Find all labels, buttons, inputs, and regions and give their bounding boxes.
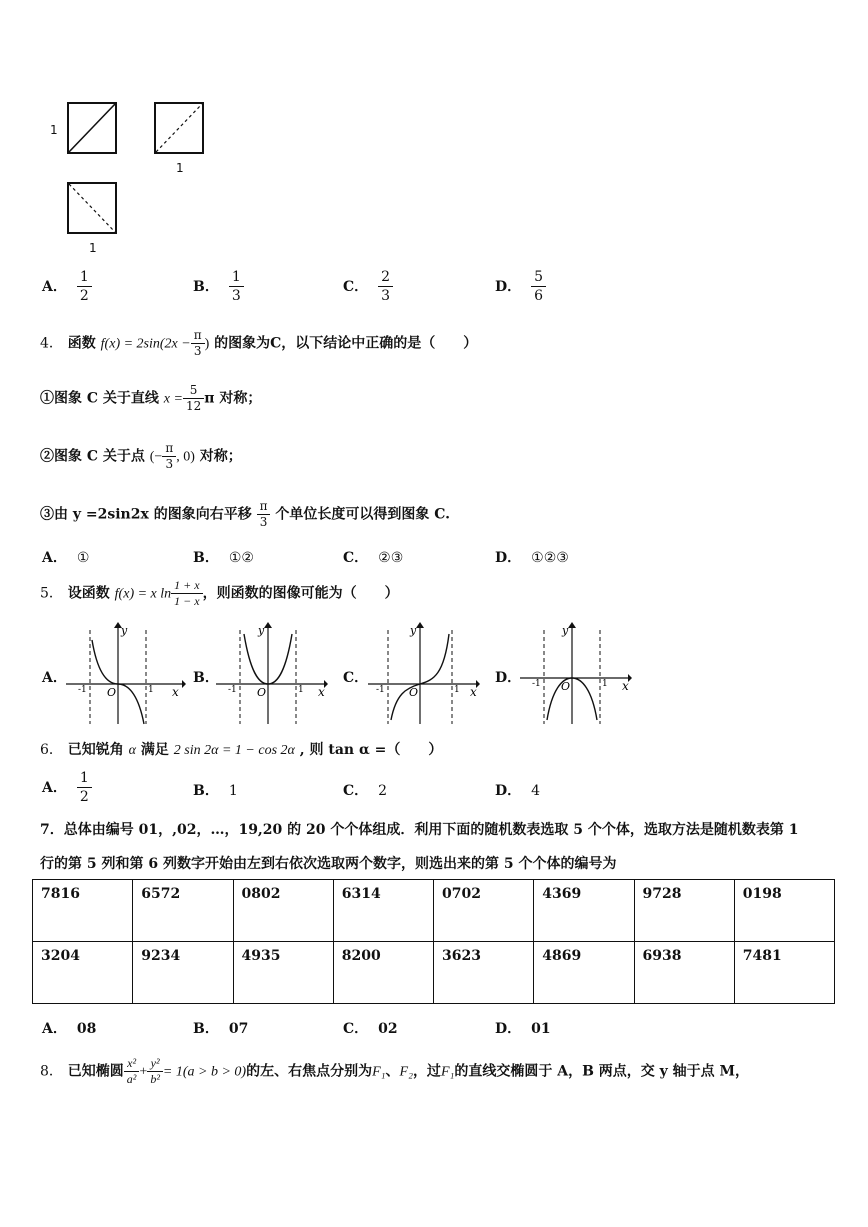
y-axis-label: y xyxy=(562,624,569,637)
q3-option-c[interactable]: C． $\frac{2}{3}$ xyxy=(343,268,393,305)
table-cell: 6572 xyxy=(133,880,233,942)
table-row xyxy=(33,942,835,1004)
square-solid-diagonal xyxy=(67,102,117,154)
q5-graph-c xyxy=(366,620,488,726)
table-cell: 9728 xyxy=(634,880,734,942)
tick-pos: 1 xyxy=(454,685,460,695)
q8-stem: 8． 已知椭圆 $\frac{\text{x²}}{\text{a²}}$ + $\frac{\text{y²}}{\text{b²}}$ = 1(a > b > 0)的左、右焦点分别为F₁、F₂，过F₁的直线交椭圆于 A，B 两点，交 y 轴于点 M， xyxy=(40,1056,750,1086)
q5-stem: 5． 设函数 f(x) = x ln $\frac{1 + x}{1 - x}$ ，则函数的图像可能为（ ） xyxy=(40,578,399,608)
q5-option-b[interactable]: B． xyxy=(193,670,219,686)
x-axis-label: x xyxy=(318,685,325,699)
x-axis-label: x xyxy=(172,685,179,699)
q3-option-a[interactable]: A． $\frac{1}{2}$ xyxy=(42,268,92,305)
q4-stem: 4． 函数 f(x) = 2sin(2x − $\frac{\pi}{3}$ ) 的图象为C，以下结论中正确的是（ ） xyxy=(40,328,478,358)
graph-c-svg xyxy=(366,620,488,726)
graph-a-svg xyxy=(64,620,186,726)
q7-option-c[interactable]: C． 02 xyxy=(343,1021,398,1037)
y-axis-label: y xyxy=(258,624,265,637)
q4-option-c[interactable]: C． ②③ xyxy=(343,550,404,566)
q7-stem-line-1: 7．总体由编号 01，,02，…，19,20 的 20 个个体组成．利用下面的随机数表选取 5 个个体，选取方法是随机数表第 1 xyxy=(40,822,799,838)
table-cell: 6938 xyxy=(634,942,734,1004)
table-cell: 0802 xyxy=(233,880,333,942)
q4-statement-3: ③由 y =2sin2x 的图象向右平移 $\frac{\pi}{3}$ 个单位长度可以得到图象 C. xyxy=(40,499,450,529)
q6-stem: 6． 已知锐角 α 满足 2 sin 2α = 1 − cos 2α , 则 tan α =（ ） xyxy=(40,742,443,758)
figure-label-bottom-2: 1 xyxy=(89,241,97,255)
table-cell: 7816 xyxy=(33,880,133,942)
random-number-table xyxy=(32,879,835,1004)
graph-b-svg xyxy=(214,620,336,726)
q7-option-d[interactable]: D． 01 xyxy=(495,1021,551,1037)
q5-option-d[interactable]: D． xyxy=(495,670,522,686)
q3-option-b[interactable]: B． $\frac{1}{3}$ xyxy=(193,268,244,305)
tick-pos: 1 xyxy=(298,685,304,695)
x-axis-label: x xyxy=(622,679,629,693)
figure-label-bottom-1: 1 xyxy=(176,161,184,175)
table-cell: 4869 xyxy=(534,942,634,1004)
tick-pos: 1 xyxy=(602,679,608,689)
y-axis-label: y xyxy=(410,624,417,637)
q4-option-d[interactable]: D． ①②③ xyxy=(495,550,569,566)
q6-option-a[interactable]: A． $\frac{1}{2}$ xyxy=(42,769,92,806)
table-cell: 8200 xyxy=(333,942,433,1004)
q4-statement-2: ②图象 C 关于点 (− $\frac{\pi}{3}$ , 0) 对称； xyxy=(40,441,242,471)
q6-option-b[interactable]: B． 1 xyxy=(193,783,238,799)
origin-label: O xyxy=(257,686,267,699)
table-cell: 4935 xyxy=(233,942,333,1004)
tick-neg: -1 xyxy=(228,685,237,695)
table-cell: 7481 xyxy=(734,942,834,1004)
tick-pos: 1 xyxy=(148,685,154,695)
q4-option-a[interactable]: A． ① xyxy=(42,550,90,566)
table-cell: 0198 xyxy=(734,880,834,942)
table-cell: 3623 xyxy=(434,942,534,1004)
table-cell: 0702 xyxy=(434,880,534,942)
origin-label: O xyxy=(107,686,117,699)
y-axis-label: y xyxy=(121,624,128,637)
tick-neg: -1 xyxy=(376,685,385,695)
q5-option-c[interactable]: C． xyxy=(343,670,369,686)
q3-option-d[interactable]: D． $\frac{5}{6}$ xyxy=(495,268,546,305)
q7-option-b[interactable]: B． 07 xyxy=(193,1021,249,1037)
q7-option-a[interactable]: A． 08 xyxy=(42,1021,97,1037)
x-axis-label: x xyxy=(470,685,477,699)
table-cell: 9234 xyxy=(133,942,233,1004)
square-dashed-diagonal xyxy=(154,102,204,154)
q7-stem-line-2: 行的第 5 列和第 6 列数字开始由左到右依次选取两个数字，则选出来的第 5 个个体的编号为 xyxy=(40,856,617,872)
tick-neg: -1 xyxy=(532,679,541,689)
graph-d-svg xyxy=(518,620,640,726)
square-dashed-diagonal-2 xyxy=(67,182,117,234)
q5-graph-d xyxy=(518,620,640,726)
table-cell: 4369 xyxy=(534,880,634,942)
origin-label: O xyxy=(561,680,571,693)
table-row xyxy=(33,880,835,942)
q6-option-c[interactable]: C． 2 xyxy=(343,783,388,799)
origin-label: O xyxy=(409,686,419,699)
table-cell: 6314 xyxy=(333,880,433,942)
figure-label-left: 1 xyxy=(50,123,58,137)
q5-graph-b xyxy=(214,620,336,726)
q4-option-b[interactable]: B． ①② xyxy=(193,550,254,566)
table-cell: 3204 xyxy=(33,942,133,1004)
q6-option-d[interactable]: D． 4 xyxy=(495,783,541,799)
q4-statement-1: ①图象 C 关于直线 x = $\frac{5}{12}$ π 对称； xyxy=(40,383,262,413)
q5-graph-a xyxy=(64,620,186,726)
tick-neg: -1 xyxy=(78,685,87,695)
q5-option-a[interactable]: A． xyxy=(42,670,67,686)
